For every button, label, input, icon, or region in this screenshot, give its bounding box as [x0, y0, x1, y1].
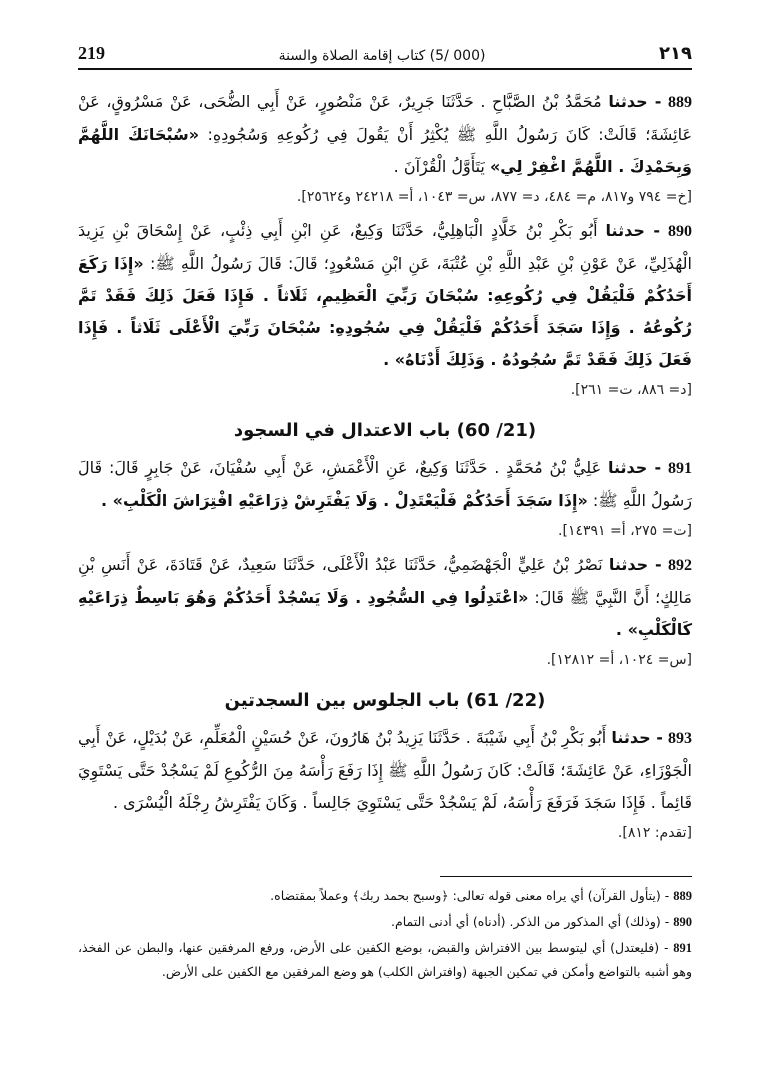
footnotes [78, 884, 692, 986]
page-number-latin: 219 [78, 43, 105, 63]
book-title: (000 /5) كتاب إقامة الصلاة والسنة [278, 48, 486, 64]
footnote-889 [78, 884, 692, 908]
hadith-tail: يَتَأَوَّلُ الْقُرْآنَ . [393, 157, 485, 176]
hadith-889 [78, 86, 692, 211]
hadith-quote: «سُبْحَانَكَ اللَّهُمَّ وَبِحَمْدِكَ . اللَّهُمَّ اغْفِرْ لِي» [78, 125, 692, 176]
hadith-893 [78, 722, 692, 847]
hadith-number: 889 [668, 94, 692, 111]
hadith-lead: - حدثنا [605, 221, 660, 240]
hadith-text: نَصْرُ بْنُ عَلِيٍّ الْجَهْضَمِيُّ، حَدَّثَنَا عَبْدُ الْأَعْلَى، حَدَّثَنَا سَعِيدٌ، عَنْ قَتَادَةَ، عَنْ أَنَسِ بْنِ مَالِكٍ؛ أَنَّ النَّبِيَّ ﷺ قَالَ: [78, 555, 692, 607]
footnote-text: - (يتأول القرآن) أي يراه معنى قوله تعالى: ﴿وسبح بحمد ربك﴾ وعملاً بمقتضاه. [270, 888, 670, 903]
hadith-refs: [س= ١٠٢٤، أ= ١٢٨١٢]. [546, 652, 692, 668]
hadith-text: أَبُو بَكْرِ بْنُ أَبِي شَيْبَةَ . حَدَّثَنَا يَزِيدُ بْنُ هَارُونَ، عَنْ حُسَيْنٍ الْمُعَلِّمِ، عَنْ بُدَيْلٍ، عَنْ أَبِي الْجَوْزَاءِ، عَنْ عَائِشَةَ؛ قَالَتْ: كَانَ رَسُولُ اللَّهِ ﷺ إِذَا رَفَعَ رَأْسَهُ مِنَ الرُّكُوعِ لَمْ يَسْجُدْ حَتَّى يَسْتَوِيَ قَائِماً . فَإِذَا سَجَدَ فَرَفَعَ رَأْسَهُ، لَمْ يَسْجُدْ حَتَّى يَسْتَوِيَ جَالِساً . وَكَانَ يَفْتَرِشُ رِجْلَهُ الْيُسْرَى . [78, 728, 692, 812]
hadith-891 [78, 452, 692, 545]
page-number-arabic: ٢١٩ [659, 43, 692, 64]
hadith-quote: «إِذَا سَجَدَ أَحَدُكُمْ فَلْيَعْتَدِلْ . وَلَا يَفْتَرِشْ ذِرَاعَيْهِ افْتِرَاشَ الْكَلْبِ» . [100, 491, 588, 510]
hadith-lead: - حدثنا [607, 458, 662, 477]
footnote-891 [78, 936, 692, 984]
hadith-text: أَبُو بَكْرِ بْنُ خَلَّادٍ الْبَاهِلِيُّ، حَدَّثَنَا وَكِيعٌ، عَنِ ابْنِ أَبِي ذِئْبٍ، عَنْ إِسْحَاقَ بْنِ يَزِيدَ الْهُذَلِيِّ، عَنْ عَوْنِ بْنِ عَبْدِ اللَّهِ بْنِ عُتْبَةَ، عَنِ ابْنِ مَسْعُودٍ؛ قَالَ: قَالَ رَسُولُ اللَّهِ ﷺ: [78, 221, 693, 273]
hadith-number: 892 [668, 557, 693, 574]
hadith-lead: - حدثنا [611, 728, 663, 747]
footnote-number: 889 [673, 889, 692, 903]
footnote-number: 890 [673, 915, 692, 929]
hadith-quote: «إِذَا رَكَعَ أَحَدُكُمْ فَلْيَقُلْ فِي رُكُوعِهِ: سُبْحَانَ رَبِّيَ الْعَظِيمِ، ثَلَاثاً . فَإِذَا فَعَلَ ذَلِكَ فَقَدْ تَمَّ رُكُوعُهُ . وَإِذَا سَجَدَ أَحَدُكُمْ فَلْيَقُلْ فِي سُجُودِهِ: سُبْحَانَ رَبِّيَ الْأَعْلَى ثَلَاثاً . فَإِذَا فَعَلَ ذَلِكَ فَقَدْ تَمَّ سُجُودُهُ . وَذَلِكَ أَدْنَاهُ» . [78, 254, 692, 369]
footnote-divider [440, 876, 692, 877]
hadith-892 [78, 549, 692, 674]
footnote-text: - (وذلك) أي المذكور من الذكر. (أدناه) أي أدنى التمام. [391, 914, 670, 929]
hadith-text: مُحَمَّدُ بْنُ الصَّبَّاحِ . حَدَّثَنَا جَرِيرٌ، عَنْ مَنْصُورٍ، عَنْ أَبِي الضُّحَى، عَنْ مَسْرُوقٍ، عَنْ عَائِشَةَ؛ قَالَتْ: كَانَ رَسُولُ اللَّهِ ﷺ يُكْثِرُ أَنْ يَقُولَ فِي رُكُوعِهِ وَسُجُودِهِ: [78, 92, 693, 144]
hadith-refs: [تقدم: ٨١٢]. [617, 825, 692, 841]
running-head [78, 30, 692, 70]
footnote-890 [78, 910, 692, 934]
chapter-title-60: (21/ 60) باب الاعتدال في السجود [233, 420, 537, 441]
hadith-quote: «اعْتَدِلُوا فِي السُّجُودِ . وَلَا يَسْجُدْ أَحَدُكُمْ وَهُوَ بَاسِطٌ ذِرَاعَيْهِ كَالْكَلْبِ» . [78, 588, 692, 639]
hadith-lead: - حدثنا [608, 555, 662, 574]
main-text [78, 86, 692, 851]
footnote-text: - (فليعتدل) أي ليتوسط بين الافتراش والقبض، بوضع الكفين على الأرض، ورفع المرفقين عنها، والبطن عن الفخذ، وهو أشبه بالتواضع وأمكن في تمكين الجبهة (وافتراش الكلب) هو وضع المرفقين مع الكفين على الأرض. [78, 940, 692, 979]
hadith-890 [78, 215, 692, 404]
chapter-title-61: (22/ 61) باب الجلوس بين السجدتين [224, 690, 546, 711]
footnote-number: 891 [673, 941, 692, 955]
hadith-number: 893 [668, 730, 692, 747]
hadith-text: عَلِيُّ بْنُ مُحَمَّدٍ . حَدَّثَنَا وَكِيعٌ، عَنِ الْأَعْمَشِ، عَنْ أَبِي سُفْيَانَ، عَنْ جَابِرٍ قَالَ: قَالَ رَسُولُ اللَّهِ ﷺ: [78, 458, 692, 510]
hadith-number: 891 [668, 460, 693, 477]
hadith-lead: - حدثنا [608, 92, 662, 111]
hadith-refs: [د= ٨٨٦، ت= ٢٦١]. [570, 382, 692, 398]
hadith-refs: [خ= ٧٩٤ و٨١٧، م= ٤٨٤، د= ٨٧٧، س= ١٠٤٣، أ= ٢٤٢١٨ و٢٥٦٢٤]. [296, 189, 692, 205]
hadith-number: 890 [668, 223, 693, 240]
hadith-refs: [ت= ٢٧٥، أ= ١٤٣٩١]. [558, 523, 692, 539]
